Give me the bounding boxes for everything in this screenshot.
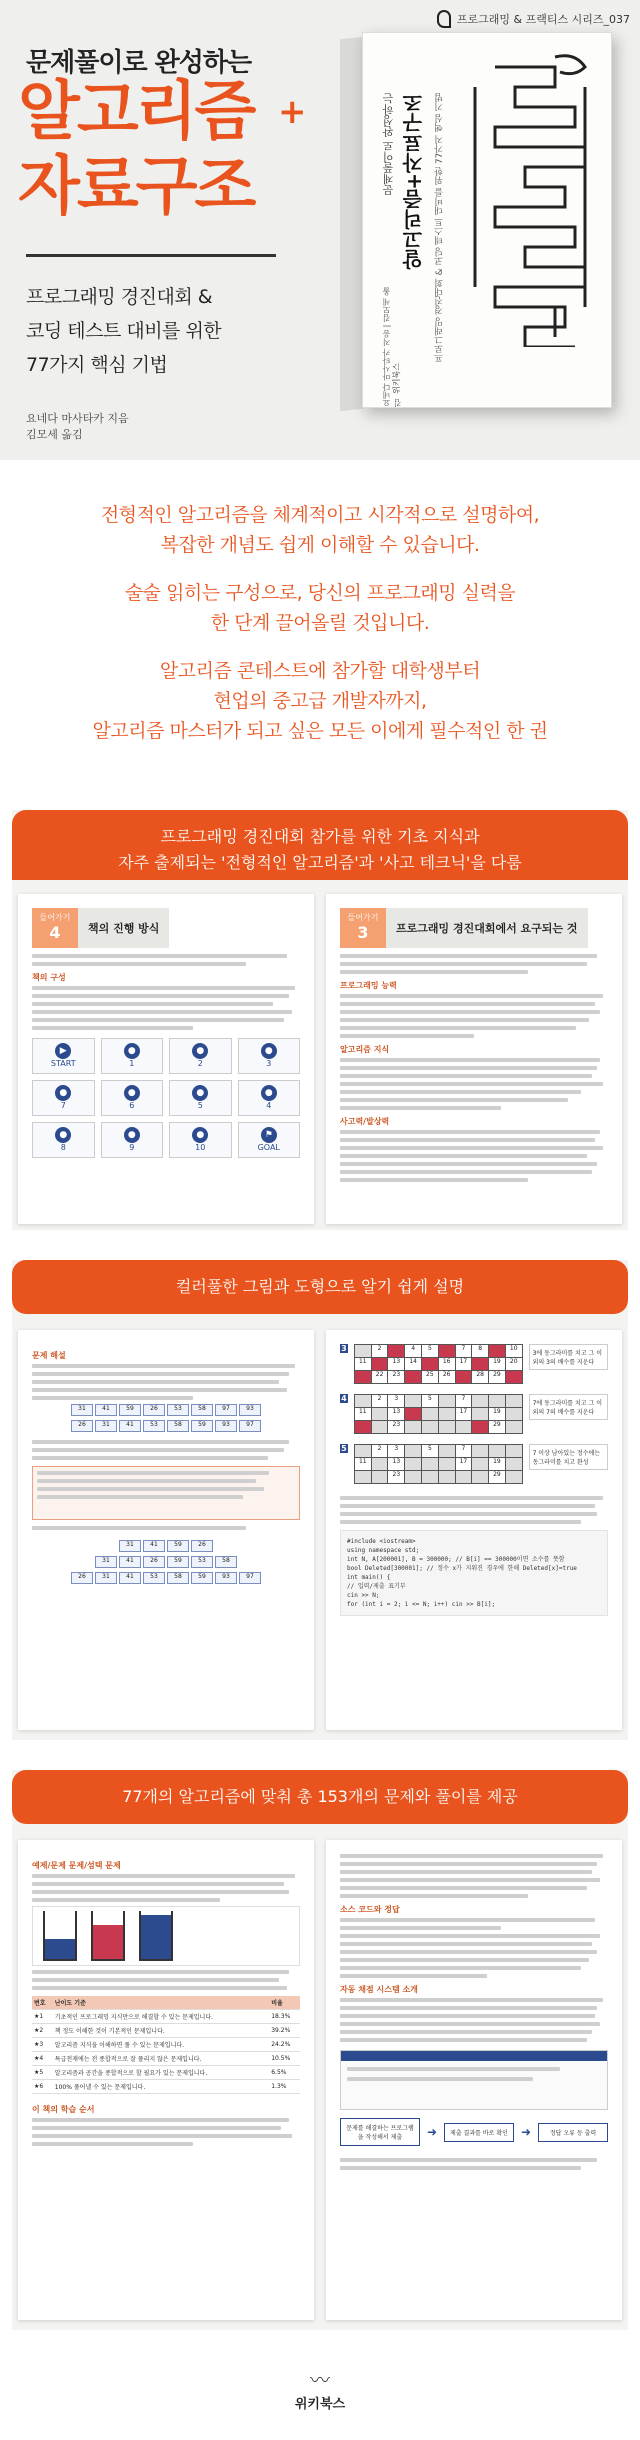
tagline-line: 복잡한 개념도 쉽게 이해할 수 있습니다. [160,534,480,556]
hero-subtitle-2: 코딩 테스트 대비를 위한 [26,320,222,342]
sample-page-right [326,1840,622,2320]
step-icon: ● [261,1085,277,1101]
tab-label: 들어가기 [39,913,71,922]
series-text: 프로그래밍 & 프랙티스 시리즈_037 [456,13,630,26]
step-icon: ● [55,1127,71,1143]
tagline-line: 현업의 중고급 개발자까지, [213,690,427,712]
table-row: ★4 특급천재에는 전 종합적으로 잘 풀리지 않은 문제입니다. 10.5% [32,2052,300,2066]
step-icon: ● [192,1043,208,1059]
tab-title: 프로그래밍 경진대회에서 요구되는 것 [396,922,578,935]
flow-step: 제출 결과를 바로 확인 [444,2123,514,2142]
book-author: 요네다 마사타카 지음 | 김모세 옮김 [382,287,402,407]
roadmap-cell: ● 3 [238,1038,301,1074]
step-box [32,1466,300,1520]
section-problems [12,1770,628,2330]
difficulty-illustration [32,1906,300,1966]
roadmap-cell: ● 2 [169,1038,232,1074]
step-icon: ● [124,1127,140,1143]
publisher-logo-icon: 〰 [310,2368,330,2392]
page-heading: 사고력/발상력 [340,1117,390,1126]
judge-screenshot [340,2050,608,2110]
arrow-right-icon: ➜ [426,2125,438,2139]
hero-title-line2: 자료구조 [18,150,254,224]
tagline-line: 알고리즘 마스터가 되고 싶은 모든 이에게 필수적인 한 권 [92,720,548,742]
judge-flow-diagram [340,2118,608,2146]
table-row: ★6 100% 풀어낼 수 있는 문제입니다. 1.3% [32,2080,300,2094]
roadmap-cell: ● 5 [169,1080,232,1116]
table-row: ★5 알고리즘과 공간을 종합적으로 할 필요가 있는 문제입니다. 6.5% [32,2066,300,2080]
step-icon: ● [55,1085,71,1101]
tagline-line: 전형적인 알고리즘을 체계적이고 시각적으로 설명하여, [100,504,540,526]
difficulty-table: 번호 난이도 기준 비율 ★1 기초적인 프로그래밍 지식만으로 해결할 수 있는 문제입니다. 18.3% ★2 책 정도 이해한 것이 기본적인 문제입니다. 39.2% ★3 알고리즘 지식을 이해하면 풀 수 있는 문제입니다. 24.2% ★4 특급천재에는 전 종합적으로 잘 풀리지 않은 문제입니다. 10.5% ★5 알고리즘과 공간을 종합적으로 할 필요가 있는 문제입니다. 6.5% ★6 100% 풀어낼 수 있는 문제입니다. 1.3% [32,1996,300,2094]
sample-page-left: 문제 해설 31 41 59 26 53 58 97 93 26 31 41 53 58 59 93 97 31 41 59 26 31 41 26 59 53 58 26 31 41 53 58 59 93 97 [18,1330,314,1730]
sieve-step: 4 2 3 5 7 11 13 17 19 23 29 7에 동그라미를 치고 그 이외의 7의 배수를 지운다 [340,1394,608,1434]
publisher-footer [0,2364,640,2412]
roadmap-cell: ● 9 [101,1122,164,1158]
book-cover [362,32,612,408]
section-basics-banner [12,810,628,880]
page-heading: 알고리즘 지식 [340,1045,390,1054]
step-icon: ● [192,1085,208,1101]
roadmap-cell: ● 8 [32,1122,95,1158]
page-heading: 문제 해설 [32,1351,66,1360]
sieve-step: 5 2 3 5 7 11 13 17 19 23 29 7 이상 남아있는 정수에는 동그라미를 치고 완성 [340,1444,608,1484]
chapter-tab [340,908,588,948]
hero-author: 요네다 마사타카 지음 [26,412,129,425]
sample-page-left [18,894,314,1224]
roadmap-cell: ⚑ GOAL [238,1122,301,1158]
page-heading: 자동 채점 시스템 소개 [340,1985,418,1994]
banner-line: 77개의 알고리즘에 맞춰 총 153개의 문제와 풀이를 제공 [122,1787,518,1806]
step-icon: ● [261,1043,277,1059]
code-listing: #include <iostream> using namespace std; int N, A[200001], B = 300000; // B[i] == 300000이면 소수를 뜻함 bool Deleted[300001]; // 정수 x가 지워진 경우에 한해 Deleted[x]=true int main() { // 입력/제출 표기부 cin >> N; for (int i = 2; i <= N; i++) cin >> B[i]; [340,1530,608,1616]
book-kicker: 문제풀이로 완성하는 [382,93,395,196]
table-row: ★1 기초적인 프로그래밍 지식만으로 해결할 수 있는 문제입니다. 18.3% [32,2010,300,2024]
book-publisher: 위키북스 [391,363,401,394]
tagline-line: 알고리즘 콘테스트에 참가할 대학생부터 [159,660,481,682]
step-icon: ● [192,1127,208,1143]
flag-icon: ▶ [55,1043,71,1059]
maze-illustration [455,47,605,347]
page-heading: 예제/문제 문제/섬택 문제 [32,1861,121,1870]
goal-flag-icon: ⚑ [261,1127,277,1143]
roadmap-cell: ● 6 [101,1080,164,1116]
series-label [437,10,630,28]
arrow-right-icon: ➜ [520,2125,532,2139]
book-subtitle: 프로그래밍 경진대회 & 코딩 테스트 대비를 위한 77가지 핵심 기법 [435,93,445,363]
roadmap-cell: ● 4 [238,1080,301,1116]
banner-line: 프로그래밍 경진대회 참가를 위한 기초 지식과 [160,827,480,846]
publisher-name: 위키북스 [294,2397,346,2412]
tagline [0,500,640,746]
roadmap-grid [32,1038,300,1158]
book-title: 알고리즘+자료구조 [402,93,426,270]
sample-page-right [326,1330,622,1730]
section-illustrations [12,1260,628,1740]
tagline-line: 술술 읽히는 구성으로, 당신의 프로그래밍 실력을 [124,582,516,604]
roadmap-cell: ▶ START [32,1038,95,1074]
sieve-note: 3에 동그라미를 치고 그 이외의 3의 배수를 지운다 [529,1344,608,1370]
section-basics [12,810,628,1230]
step-icon: ● [124,1043,140,1059]
sample-page-right [326,894,622,1224]
hero-kicker: 문제풀이로 완성하는 [26,48,252,78]
sieve-grid: 2 4 5 7 8 10 11 13 14 16 17 19 20 22 23 25 26 28 29 [354,1344,523,1384]
hero-translator: 김모세 옮김 [26,428,83,441]
tab-number: 3 [357,923,369,942]
sieve-note: 7 이상 남아있는 정수에는 동그라미를 치고 완성 [529,1444,608,1470]
sample-page-left [18,1840,314,2320]
tab-label: 들어가기 [347,913,379,922]
banner-line: 자주 출제되는 '전형적인 알고리즘'과 '사고 테크닉'을 다룸 [118,853,522,872]
book-spine [340,37,364,412]
hero-subtitle-3: 77가지 핵심 기법 [26,354,168,376]
step-icon: ● [124,1085,140,1101]
series-logo-icon [437,10,451,28]
merge-tree-diagram: 31 41 59 26 53 58 97 93 [32,1404,300,1416]
roadmap-cell: ● 10 [169,1122,232,1158]
page-heading: 소스 코드와 정답 [340,1905,400,1914]
hero-title-plus: + [278,92,307,132]
sieve-grid: 2 3 5 7 11 13 17 19 23 29 [354,1394,523,1434]
chapter-tab [32,908,169,948]
section-illustrations-banner [12,1260,628,1314]
page-heading: 책의 구성 [32,973,66,982]
hero-subtitle-1: 프로그래밍 경진대회 & [26,286,213,308]
tab-title: 책의 진행 방식 [88,922,160,935]
table-row: ★3 알고리즘 지식을 이해하면 풀 수 있는 문제입니다. 24.2% [32,2038,300,2052]
page-heading: 프로그래밍 능력 [340,981,397,990]
roadmap-cell: ● 1 [101,1038,164,1074]
roadmap-cell: ● 7 [32,1080,95,1116]
tab-number: 4 [49,923,61,942]
hero-divider [26,254,276,257]
sieve-grid: 2 3 5 7 11 13 17 19 23 29 [354,1444,523,1484]
tagline-line: 한 단계 끌어올릴 것입니다. [210,612,430,634]
flow-step: 문제를 해결하는 프로그램을 작성해서 제출 [340,2118,420,2146]
sieve-step: 3 2 4 5 7 8 10 11 13 14 16 17 19 20 22 23 25 26 28 29 3에 동그라미를 치고 그 이외의 3의 배수를 지운다 [340,1344,608,1384]
banner-line: 컬러풀한 그림과 도형으로 알기 쉽게 설명 [175,1277,465,1296]
page-heading: 이 책의 학습 순서 [32,2105,95,2114]
table-row: ★2 책 정도 이해한 것이 기본적인 문제입니다. 39.2% [32,2024,300,2038]
flow-step: 정답 오류 등 출력 [538,2123,608,2142]
hero-title-line1: 알고리즘 [18,75,254,149]
section-problems-banner [12,1770,628,1824]
sieve-note: 7에 동그라미를 치고 그 이외의 7의 배수를 지운다 [529,1394,608,1420]
hero-section [0,0,640,460]
